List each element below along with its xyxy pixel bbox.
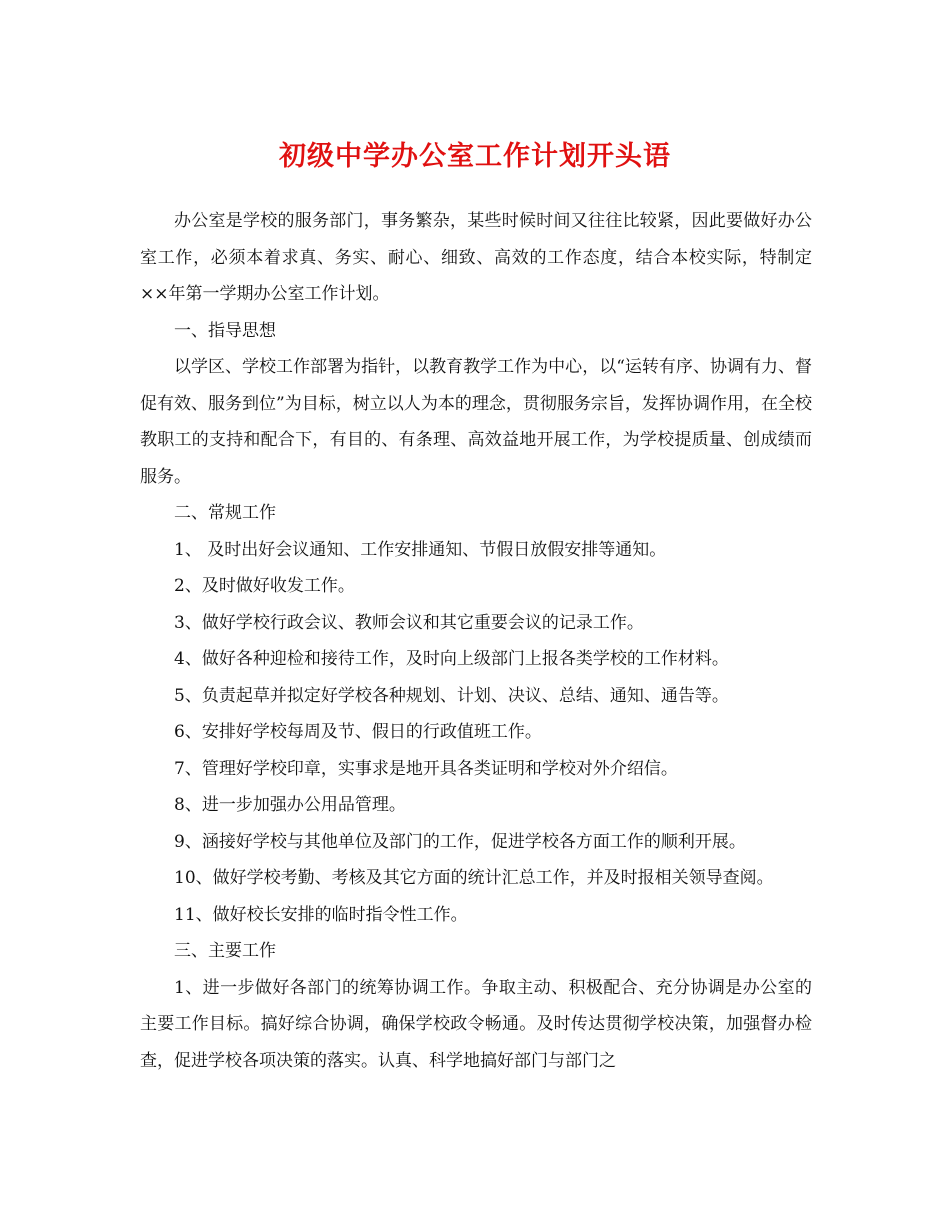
routine-item: 11、做好校长安排的临时指令性工作。: [174, 904, 468, 925]
document-title: 初级中学办公室工作计划开头语: [279, 141, 671, 172]
section-heading-main-work: 三、主要工作: [174, 941, 276, 961]
routine-item: 6、安排好学校每周及节、假日的行政值班工作。: [174, 722, 542, 742]
routine-item: 8、进一步加强办公用品管理。: [174, 795, 406, 815]
routine-item: 3、做好学校行政会议、教师会议和其它重要会议的记录工作。: [174, 612, 644, 633]
document-body: [140, 203, 812, 1079]
routine-item: 2、及时做好收发工作。: [174, 576, 355, 596]
main-work-paragraph: 1、进一步做好各部门的统筹协调工作。争取主动、积极配合、充分协调是办公室的主要工作目标。搞好综合协调，确保学校政令畅通。及时传达贯彻学校决策，加强督办检查，促进学校各项决策的落实。认真、科学地搞好部门与部门之: [140, 977, 812, 1071]
routine-item: 1、 及时出好会议通知、工作安排通知、节假日放假安排等通知。: [174, 539, 667, 560]
routine-item: 7、管理好学校印章，实事求是地开具各类证明和学校对外介绍信。: [174, 758, 678, 779]
routine-item: 4、做好各种迎检和接待工作，及时向上级部门上报各类学校的工作材料。: [174, 649, 729, 669]
section-heading-routine-work: 二、常规工作: [174, 503, 276, 523]
intro-paragraph: 办公室是学校的服务部门，事务繁杂，某些时候时间又往往比较紧，因此要做好办公室工作，必须本着求真、务实、耐心、细致、高效的工作态度，结合本校实际，特制定××年第一学期办公室工作计划。: [140, 211, 812, 304]
routine-item: 5、负责起草并拟定好学校各种规划、计划、决议、总结、通知、通告等。: [174, 685, 729, 706]
guiding-ideology-paragraph: 以学区、学校工作部署为指针，以教育教学工作为中心，以“运转有序、协调有力、督促有效、服务到位”为目标，树立以人为本的理念，贯彻服务宗旨，发挥协调作用，在全校教职工的支持和配合下，有目的、有条理、高效益地开展工作，为学校提质量、创成绩而服务。: [140, 357, 812, 487]
routine-item: 9、涵接好学校与其他单位及部门的工作，促进学校各方面工作的顺利开展。: [174, 831, 746, 852]
section-heading-guiding-ideology: 一、指导思想: [174, 320, 276, 341]
routine-item: 10、做好学校考勤、考核及其它方面的统计汇总工作，并及时报相关领导查阅。: [174, 868, 774, 888]
